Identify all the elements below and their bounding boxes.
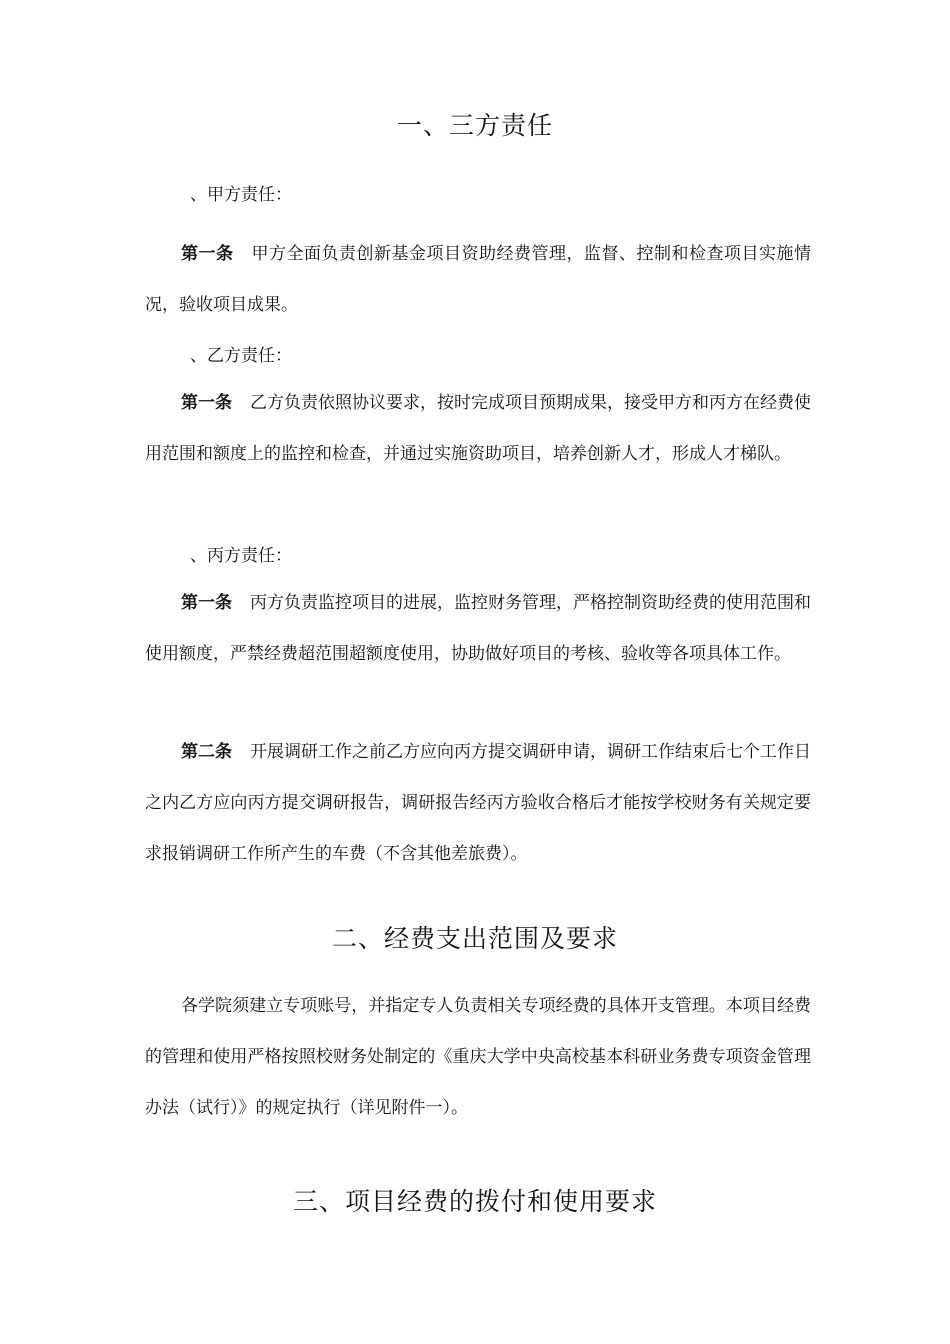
party-c-label: 、丙方责任：: [190, 546, 292, 566]
article-text: 甲方全面负责创新基金项目资助经费管理，监督、控制和检查项目实施情况，验收项目成果。: [145, 244, 811, 315]
party-a-label: 、甲方责任：: [190, 185, 292, 205]
section-1-title: 一、三方责任: [396, 111, 553, 140]
article-number: 第一条: [181, 244, 234, 264]
party-a-article-1: [145, 229, 811, 331]
article-number: 第一条: [181, 393, 232, 413]
party-b-article-1: [145, 378, 811, 480]
section-2-body: 各学院须建立专项账号，并指定专人负责相关专项经费的具体开支管理。本项目经费的管理和使用严格按照校财务处制定的《重庆大学中央高校基本科研业务费专项资金管理办法（试行）》的规定执行（详见附件一）。: [145, 996, 811, 1118]
section-3-title: 三、项目经费的拨付和使用要求: [292, 1187, 657, 1216]
section-2-title: 二、经费支出范围及要求: [331, 924, 618, 953]
party-c-article-1: [145, 578, 811, 680]
party-c-article-2: [145, 727, 811, 880]
party-b-label: 、乙方责任：: [190, 346, 292, 366]
article-text: 丙方负责监控项目的进展，监控财务管理，严格控制资助经费的使用范围和使用额度，严禁经费超范围超额度使用，协助做好项目的考核、验收等各项具体工作。: [145, 593, 811, 664]
article-text: 开展调研工作之前乙方应向丙方提交调研申请，调研工作结束后七个工作日之内乙方应向丙方提交调研报告，调研报告经丙方验收合格后才能按学校财务有关规定要求报销调研工作所产生的车费（不含其他差旅费）。: [145, 742, 811, 864]
article-number: 第一条: [181, 593, 232, 613]
article-number: 第二条: [181, 742, 232, 762]
article-text: 乙方负责依照协议要求，按时完成项目预期成果，接受甲方和丙方在经费使用范围和额度上的监控和检查，并通过实施资助项目，培养创新人才，形成人才梯队。: [145, 393, 811, 464]
